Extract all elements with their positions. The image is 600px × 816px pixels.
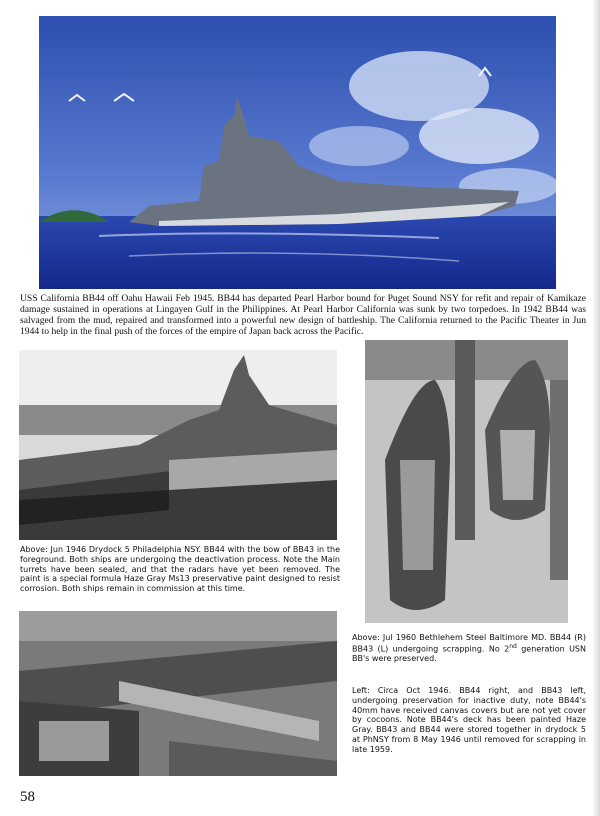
page-number: 58	[20, 789, 35, 805]
aerial-caption: Left: Circa Oct 1946. BB44 right, and BB43 left, undergoing preservation for inactive duty, note BB44's 40mm have received canvas covers but are not yet cover by cocoons. Note BB44's deck has been painted Haze Gray. BB43 and BB44 were stored together in drydock 5 at PhNSY from 8 May 1946 until removed for scrapping in late 1959.	[352, 686, 586, 754]
bethlehem-caption-before: Above: Jul 1960 Bethlehem Steel Baltimore MD. BB44 (R) BB43 (L) undergoing scrapping. No 2	[352, 633, 586, 654]
drydock-image	[19, 350, 337, 540]
bethlehem-caption	[352, 633, 586, 664]
aerial-photo	[365, 340, 568, 623]
bethlehem-photo	[19, 611, 337, 776]
bethlehem-image	[19, 611, 337, 776]
drydock-caption: Above: Jun 1946 Drydock 5 Philadelphia NSY. BB44 with the bow of BB43 in the foreground. Both ships are undergoing the deactivation process. Note the Main turrets have been sealed, and that the radars have yet been removed. The paint is a special formula Haze Gray Ms13 preservative paint designed to resist corrosion. Both ships remain in commission at this time.	[20, 545, 340, 594]
bethlehem-caption-after: generation USN BB's were preserved.	[352, 644, 586, 664]
painting-caption: USS California BB44 off Oahu Hawaii Feb 1945. BB44 has departed Pearl Harbor bound for Puget Sound NSY for refit and repair of Kamikaze damage sustained in operations at Lingayen Gulf in the Philippines. At Pearl Harbor California was sunk by two torpedoes. In 1942 BB44 was salvaged from the mud, repaired and transformed into a powerful new design of battleship. The California returned to the Pacific Theater in Jun 1944 to help in the final push of the forces of the empire of Japan back across the Pacific.	[20, 293, 586, 338]
page-edge-shadow	[592, 0, 600, 816]
drydock-photo	[19, 350, 337, 540]
painting-image	[39, 16, 556, 289]
bethlehem-caption-sup: nd	[509, 642, 517, 650]
aerial-image	[365, 340, 568, 623]
painting-photo	[39, 16, 556, 289]
